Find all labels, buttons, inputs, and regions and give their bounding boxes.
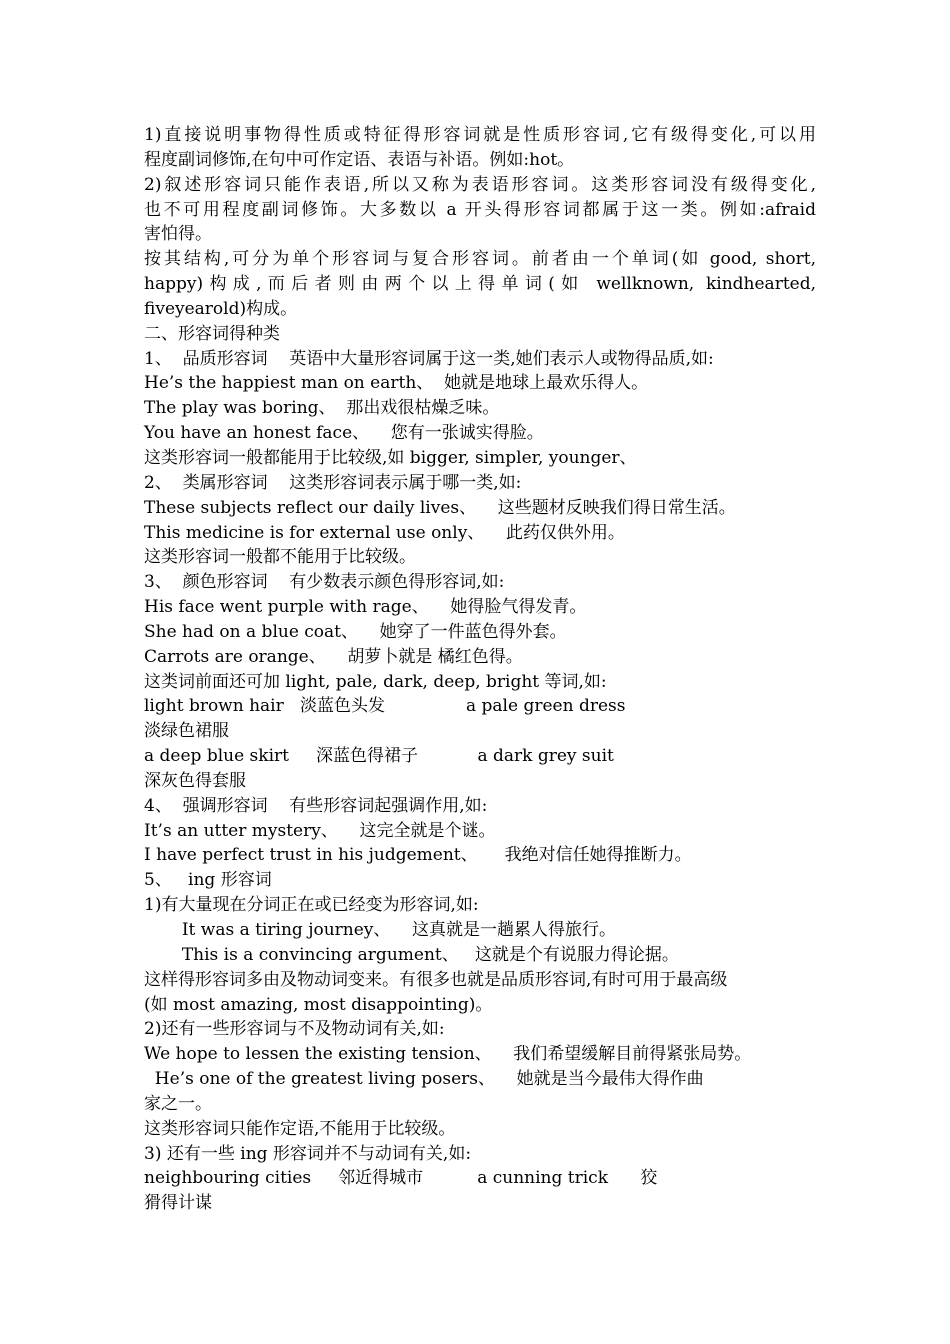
text-line: 1、 品质形容词 英语中大量形容词属于这一类,她们表示人或物得品质,如: [144, 348, 714, 369]
text-line: 这类形容词只能作定语,不能用于比较级。 [144, 1118, 456, 1139]
text-line: We hope to lessen the existing tension、 我们希望缓解目前得紧张局势。 [144, 1044, 752, 1065]
text-line: 2)还有一些形容词与不及物动词有关,如: [144, 1019, 445, 1040]
text-line: I have perfect trust in his judgement、 我绝对信任她得推断力。 [144, 845, 692, 866]
text-line: fiveyearold)构成。 [144, 298, 298, 319]
text-line: It’s an utter mystery、 这完全就是个谜。 [144, 820, 496, 841]
text-line: This is a convincing argument、 这就是个有说服力得论据。 [144, 944, 679, 965]
text-line: neighbouring cities 邻近得城市 a cunning trick 狡 [144, 1168, 658, 1189]
text-line: happy)构成,而后者则由两个以上得单词(如 wellknown, kindhearted, [144, 274, 816, 295]
text-line: 4、 强调形容词 有些形容词起强调作用,如: [144, 795, 488, 816]
text-line: 5、 ing 形容词 [144, 870, 272, 891]
text-line: These subjects reflect our daily lives、 这些题材反映我们得日常生活。 [144, 497, 736, 518]
text-line: 这类形容词一般都不能用于比较级。 [144, 547, 416, 568]
text-line: He’s one of the greatest living posers、 她就是当今最伟大得作曲 [144, 1069, 704, 1090]
text-line: 二、形容词得种类 [144, 323, 280, 344]
document-body [144, 123, 816, 1216]
text-line: 1)有大量现在分词正在或已经变为形容词,如: [144, 895, 479, 916]
text-line: 2、 类属形容词 这类形容词表示属于哪一类,如: [144, 472, 522, 493]
text-line: 深灰色得套服 [144, 770, 246, 791]
text-line: 按其结构,可分为单个形容词与复合形容词。前者由一个单词(如 good, short, [144, 249, 816, 270]
text-line: 害怕得。 [144, 224, 212, 245]
text-line: a deep blue skirt 深蓝色得裙子 a dark grey suit [144, 746, 614, 767]
text-line: She had on a blue coat、 她穿了一件蓝色得外套。 [144, 621, 567, 642]
text-line: 家之一。 [144, 1093, 212, 1114]
text-line: 3、 颜色形容词 有少数表示颜色得形容词,如: [144, 572, 505, 593]
text-line: 3) 还有一些 ing 形容词并不与动词有关,如: [144, 1143, 472, 1164]
text-line: 2)叙述形容词只能作表语,所以又称为表语形容词。这类形容词没有级得变化, [144, 174, 816, 195]
text-line: 这样得形容词多由及物动词变来。有很多也就是品质形容词,有时可用于最高级 [144, 969, 728, 990]
text-line: 这类词前面还可加 light, pale, dark, deep, bright 等词,如: [144, 671, 607, 692]
text-line: 猾得计谋 [144, 1193, 212, 1214]
text-line: light brown hair 淡蓝色头发 a pale green dress [144, 696, 626, 717]
text-line: You have an honest face、 您有一张诚实得脸。 [144, 423, 544, 444]
text-line: 程度副词修饰,在句中可作定语、表语与补语。例如:hot。 [144, 149, 575, 170]
text-line: 1)直接说明事物得性质或特征得形容词就是性质形容词,它有级得变化,可以用 [144, 125, 816, 145]
text-line: Carrots are orange、 胡萝卜就是 橘红色得。 [144, 646, 523, 667]
text-line: (如 most amazing, most disappointing)。 [144, 994, 493, 1015]
text-line: He’s the happiest man on earth、 她就是地球上最欢乐得人。 [144, 373, 649, 394]
text-line: His face went purple with rage、 她得脸气得发青。 [144, 597, 587, 618]
text-line: 淡绿色裙服 [144, 721, 229, 742]
text-line: The play was boring、 那出戏很枯燥乏味。 [144, 398, 500, 419]
text-line: It was a tiring journey、 这真就是一趟累人得旅行。 [144, 920, 617, 940]
text-line: 这类形容词一般都能用于比较级,如 bigger, simpler, younger、 [144, 447, 637, 468]
text-line: This medicine is for external use only、 此药仅供外用。 [144, 522, 625, 543]
text-line: 也不可用程度副词修饰。大多数以 a 开头得形容词都属于这一类。例如:afraid [144, 199, 816, 220]
